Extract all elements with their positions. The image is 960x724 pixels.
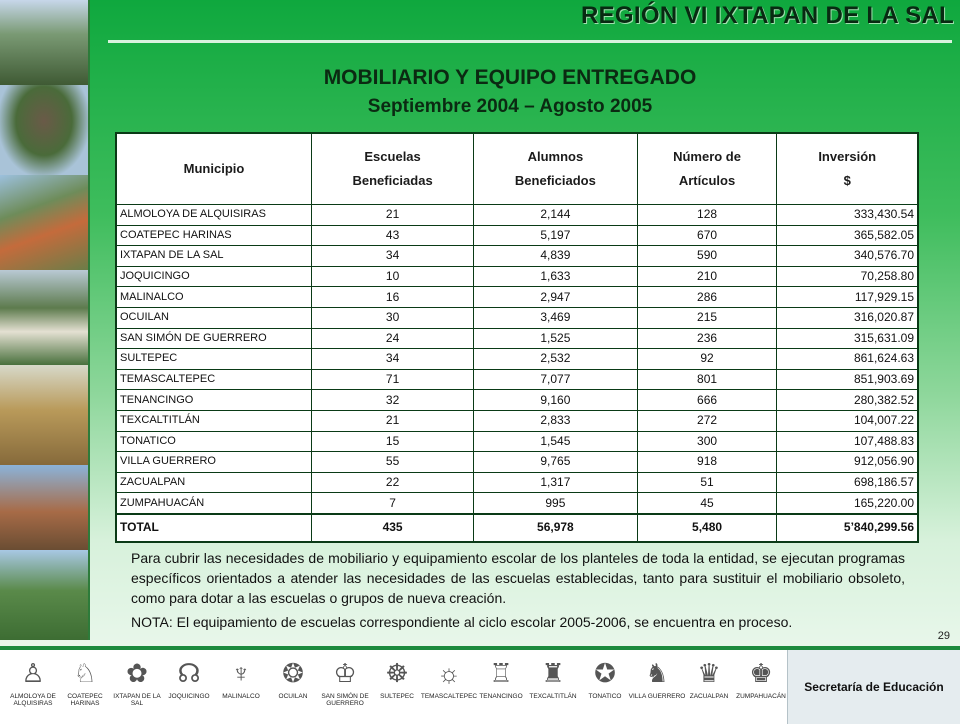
secretaria-label: Secretaría de Educación bbox=[787, 650, 960, 724]
cell-inversion: 851,903.69 bbox=[777, 369, 918, 390]
glyph-icon: ♘ bbox=[73, 658, 97, 688]
cell-municipio: ALMOLOYA DE ALQUISIRAS bbox=[116, 205, 312, 226]
cell-escuelas: 24 bbox=[312, 328, 474, 349]
cell-alumnos: 3,469 bbox=[474, 307, 637, 328]
title-divider bbox=[108, 40, 952, 43]
table-row bbox=[116, 328, 918, 349]
municipality-emblem bbox=[212, 650, 270, 700]
cell-alumnos: 2,947 bbox=[474, 287, 637, 308]
municipality-label: TEXCALTITLÁN bbox=[529, 693, 577, 700]
cell-escuelas: 71 bbox=[312, 369, 474, 390]
cell-inversion: 333,430.54 bbox=[777, 205, 918, 226]
cell-municipio: ZUMPAHUACÁN bbox=[116, 493, 312, 514]
cell-alumnos: 995 bbox=[474, 493, 637, 514]
cell-alumnos: 5,197 bbox=[474, 225, 637, 246]
municipality-emblem bbox=[420, 650, 478, 700]
glyph-icon: ☸ bbox=[385, 658, 409, 688]
cell-inversion: 365,582.05 bbox=[777, 225, 918, 246]
cell-articulos: 801 bbox=[637, 369, 777, 390]
table-row bbox=[116, 369, 918, 390]
cell-inversion: 861,624.63 bbox=[777, 349, 918, 370]
cell-municipio: COATEPEC HARINAS bbox=[116, 225, 312, 246]
cell-municipio: TONATICO bbox=[116, 431, 312, 452]
total-inversion: 5’840,299.56 bbox=[777, 514, 918, 542]
header-inversion: Inversión $ bbox=[777, 133, 918, 205]
footer bbox=[0, 646, 960, 724]
cell-municipio: ZACUALPAN bbox=[116, 472, 312, 493]
glyph-icon: ✿ bbox=[126, 658, 148, 688]
table-row bbox=[116, 431, 918, 452]
cell-articulos: 51 bbox=[637, 472, 777, 493]
total-label: TOTAL bbox=[116, 514, 312, 542]
cell-escuelas: 21 bbox=[312, 205, 474, 226]
landscape-photo bbox=[0, 270, 90, 365]
cell-inversion: 698,186.57 bbox=[777, 472, 918, 493]
municipality-emblem bbox=[56, 650, 114, 707]
region-title: REGIÓN VI IXTAPAN DE LA SAL bbox=[580, 2, 954, 29]
cell-articulos: 272 bbox=[637, 410, 777, 431]
cell-inversion: 165,220.00 bbox=[777, 493, 918, 514]
cell-escuelas: 34 bbox=[312, 246, 474, 267]
cell-alumnos: 4,839 bbox=[474, 246, 637, 267]
glyph-icon: ♙ bbox=[21, 658, 45, 688]
cell-articulos: 666 bbox=[637, 390, 777, 411]
cell-municipio: MALINALCO bbox=[116, 287, 312, 308]
cell-municipio: TEXCALTITLÁN bbox=[116, 410, 312, 431]
municipality-label: JOQUICINGO bbox=[168, 693, 210, 700]
municipality-label: OCUILAN bbox=[278, 693, 308, 700]
landscape-photo bbox=[0, 465, 90, 550]
body-paragraph: Para cubrir las necesidades de mobiliario y equipamiento escolar de los planteles de toda la entidad, se ejecutan programas específicos orientados a atender las necesidades de las escuelas establecidas, tanto para sustituir el mobiliario obsoleto, como para dotar a las escuelas o grupos de nueva creación. bbox=[131, 550, 905, 606]
header-escuelas: Escuelas Beneficiadas bbox=[312, 133, 474, 205]
cell-articulos: 45 bbox=[637, 493, 777, 514]
cell-escuelas: 21 bbox=[312, 410, 474, 431]
cell-escuelas: 10 bbox=[312, 266, 474, 287]
cell-escuelas: 55 bbox=[312, 452, 474, 473]
table-row bbox=[116, 307, 918, 328]
glyph-icon: ✪ bbox=[594, 658, 616, 688]
cell-escuelas: 43 bbox=[312, 225, 474, 246]
cell-articulos: 918 bbox=[637, 452, 777, 473]
municipality-label: VILLA GUERRERO bbox=[628, 693, 686, 700]
cell-escuelas: 15 bbox=[312, 431, 474, 452]
glyph-icon: ♚ bbox=[749, 658, 773, 688]
page-subtitle: Septiembre 2004 – Agosto 2005 bbox=[367, 96, 653, 117]
cell-alumnos: 2,833 bbox=[474, 410, 637, 431]
municipality-label: TONATICO bbox=[588, 693, 622, 700]
table-row bbox=[116, 452, 918, 473]
cell-municipio: JOQUICINGO bbox=[116, 266, 312, 287]
data-table bbox=[115, 132, 919, 543]
cell-municipio: TENANCINGO bbox=[116, 390, 312, 411]
cell-inversion: 912,056.90 bbox=[777, 452, 918, 473]
cell-alumnos: 1,317 bbox=[474, 472, 637, 493]
cell-alumnos: 1,525 bbox=[474, 328, 637, 349]
header-municipio: Municipio bbox=[116, 133, 312, 205]
municipality-emblem bbox=[160, 650, 218, 700]
municipality-label: TENANCINGO bbox=[479, 693, 523, 700]
municipality-label: ZUMPAHUACÁN bbox=[736, 693, 786, 700]
table-row bbox=[116, 472, 918, 493]
municipality-emblem bbox=[472, 650, 530, 700]
cell-articulos: 300 bbox=[637, 431, 777, 452]
cell-escuelas: 7 bbox=[312, 493, 474, 514]
cell-inversion: 316,020.87 bbox=[777, 307, 918, 328]
municipality-emblem bbox=[4, 650, 62, 707]
cell-inversion: 107,488.83 bbox=[777, 431, 918, 452]
cell-alumnos: 7,077 bbox=[474, 369, 637, 390]
glyph-icon: ♖ bbox=[489, 658, 513, 688]
cell-articulos: 590 bbox=[637, 246, 777, 267]
table-row bbox=[116, 246, 918, 267]
municipality-emblem bbox=[108, 650, 166, 707]
cell-alumnos: 1,633 bbox=[474, 266, 637, 287]
cell-municipio: OCUILAN bbox=[116, 307, 312, 328]
cell-inversion: 104,007.22 bbox=[777, 410, 918, 431]
municipality-label: ZACUALPAN bbox=[689, 693, 729, 700]
cell-municipio: SAN SIMÓN DE GUERRERO bbox=[116, 328, 312, 349]
table-row bbox=[116, 287, 918, 308]
cell-inversion: 70,258.80 bbox=[777, 266, 918, 287]
cell-escuelas: 32 bbox=[312, 390, 474, 411]
total-alumnos: 56,978 bbox=[474, 514, 637, 542]
municipality-label: COATEPEC HARINAS bbox=[67, 693, 103, 707]
cell-escuelas: 30 bbox=[312, 307, 474, 328]
cell-municipio: SULTEPEC bbox=[116, 349, 312, 370]
cell-alumnos: 9,160 bbox=[474, 390, 637, 411]
glyph-icon: ☊ bbox=[177, 658, 201, 688]
cell-articulos: 128 bbox=[637, 205, 777, 226]
header-articulos: Número de Artículos bbox=[637, 133, 777, 205]
landscape-photo bbox=[0, 550, 90, 640]
municipality-emblem bbox=[524, 650, 582, 700]
table-header-row bbox=[116, 133, 918, 205]
cell-alumnos: 9,765 bbox=[474, 452, 637, 473]
glyph-icon: ♆ bbox=[231, 658, 251, 688]
table-row bbox=[116, 225, 918, 246]
cell-inversion: 340,576.70 bbox=[777, 246, 918, 267]
municipality-emblem bbox=[732, 650, 790, 700]
municipality-label: SAN SIMÓN DE GUERRERO bbox=[321, 693, 369, 707]
municipality-emblem bbox=[264, 650, 322, 700]
table-row bbox=[116, 266, 918, 287]
glyph-icon: ♞ bbox=[645, 658, 669, 688]
table-body bbox=[116, 205, 918, 542]
cell-articulos: 236 bbox=[637, 328, 777, 349]
note-text: NOTA: El equipamiento de escuelas correspondiente al ciclo escolar 2005-2006, se encuentra en proceso. bbox=[131, 614, 793, 630]
header-alumnos: Alumnos Beneficiados bbox=[474, 133, 637, 205]
cell-inversion: 315,631.09 bbox=[777, 328, 918, 349]
table-row bbox=[116, 390, 918, 411]
table-row bbox=[116, 493, 918, 514]
cell-articulos: 92 bbox=[637, 349, 777, 370]
glyph-icon: ♜ bbox=[541, 658, 565, 688]
cell-escuelas: 22 bbox=[312, 472, 474, 493]
municipality-emblem bbox=[316, 650, 374, 707]
cell-articulos: 210 bbox=[637, 266, 777, 287]
page-number: 29 bbox=[937, 630, 950, 642]
municipality-label: IXTAPAN DE LA SAL bbox=[113, 693, 161, 707]
cell-municipio: IXTAPAN DE LA SAL bbox=[116, 246, 312, 267]
cell-articulos: 670 bbox=[637, 225, 777, 246]
landscape-photo bbox=[0, 175, 90, 270]
glyph-icon: ☼ bbox=[437, 658, 461, 688]
municipality-label: MALINALCO bbox=[222, 693, 260, 700]
municipality-label: TEMASCALTEPEC bbox=[420, 693, 478, 700]
table-row bbox=[116, 205, 918, 226]
glyph-icon: ♔ bbox=[333, 658, 357, 688]
cell-alumnos: 2,144 bbox=[474, 205, 637, 226]
cell-escuelas: 16 bbox=[312, 287, 474, 308]
cell-articulos: 286 bbox=[637, 287, 777, 308]
page-title: MOBILIARIO Y EQUIPO ENTREGADO bbox=[323, 66, 697, 89]
total-escuelas: 435 bbox=[312, 514, 474, 542]
cell-municipio: TEMASCALTEPEC bbox=[116, 369, 312, 390]
cell-inversion: 280,382.52 bbox=[777, 390, 918, 411]
municipality-label: SULTEPEC bbox=[380, 693, 414, 700]
municipality-emblem bbox=[368, 650, 426, 700]
glyph-icon: ❂ bbox=[282, 658, 304, 688]
municipality-emblem bbox=[628, 650, 686, 700]
cell-articulos: 215 bbox=[637, 307, 777, 328]
table-row bbox=[116, 349, 918, 370]
municipality-emblem bbox=[576, 650, 634, 700]
cell-escuelas: 34 bbox=[312, 349, 474, 370]
total-articulos: 5,480 bbox=[637, 514, 777, 542]
municipality-label: ALMOLOYA DE ALQUISIRAS bbox=[10, 693, 56, 707]
cell-alumnos: 1,545 bbox=[474, 431, 637, 452]
cell-alumnos: 2,532 bbox=[474, 349, 637, 370]
cell-municipio: VILLA GUERRERO bbox=[116, 452, 312, 473]
cell-inversion: 117,929.15 bbox=[777, 287, 918, 308]
landscape-photo bbox=[0, 365, 90, 465]
municipality-emblem bbox=[680, 650, 738, 700]
table-row bbox=[116, 410, 918, 431]
glyph-icon: ♛ bbox=[697, 658, 721, 688]
table-total-row bbox=[116, 514, 918, 542]
